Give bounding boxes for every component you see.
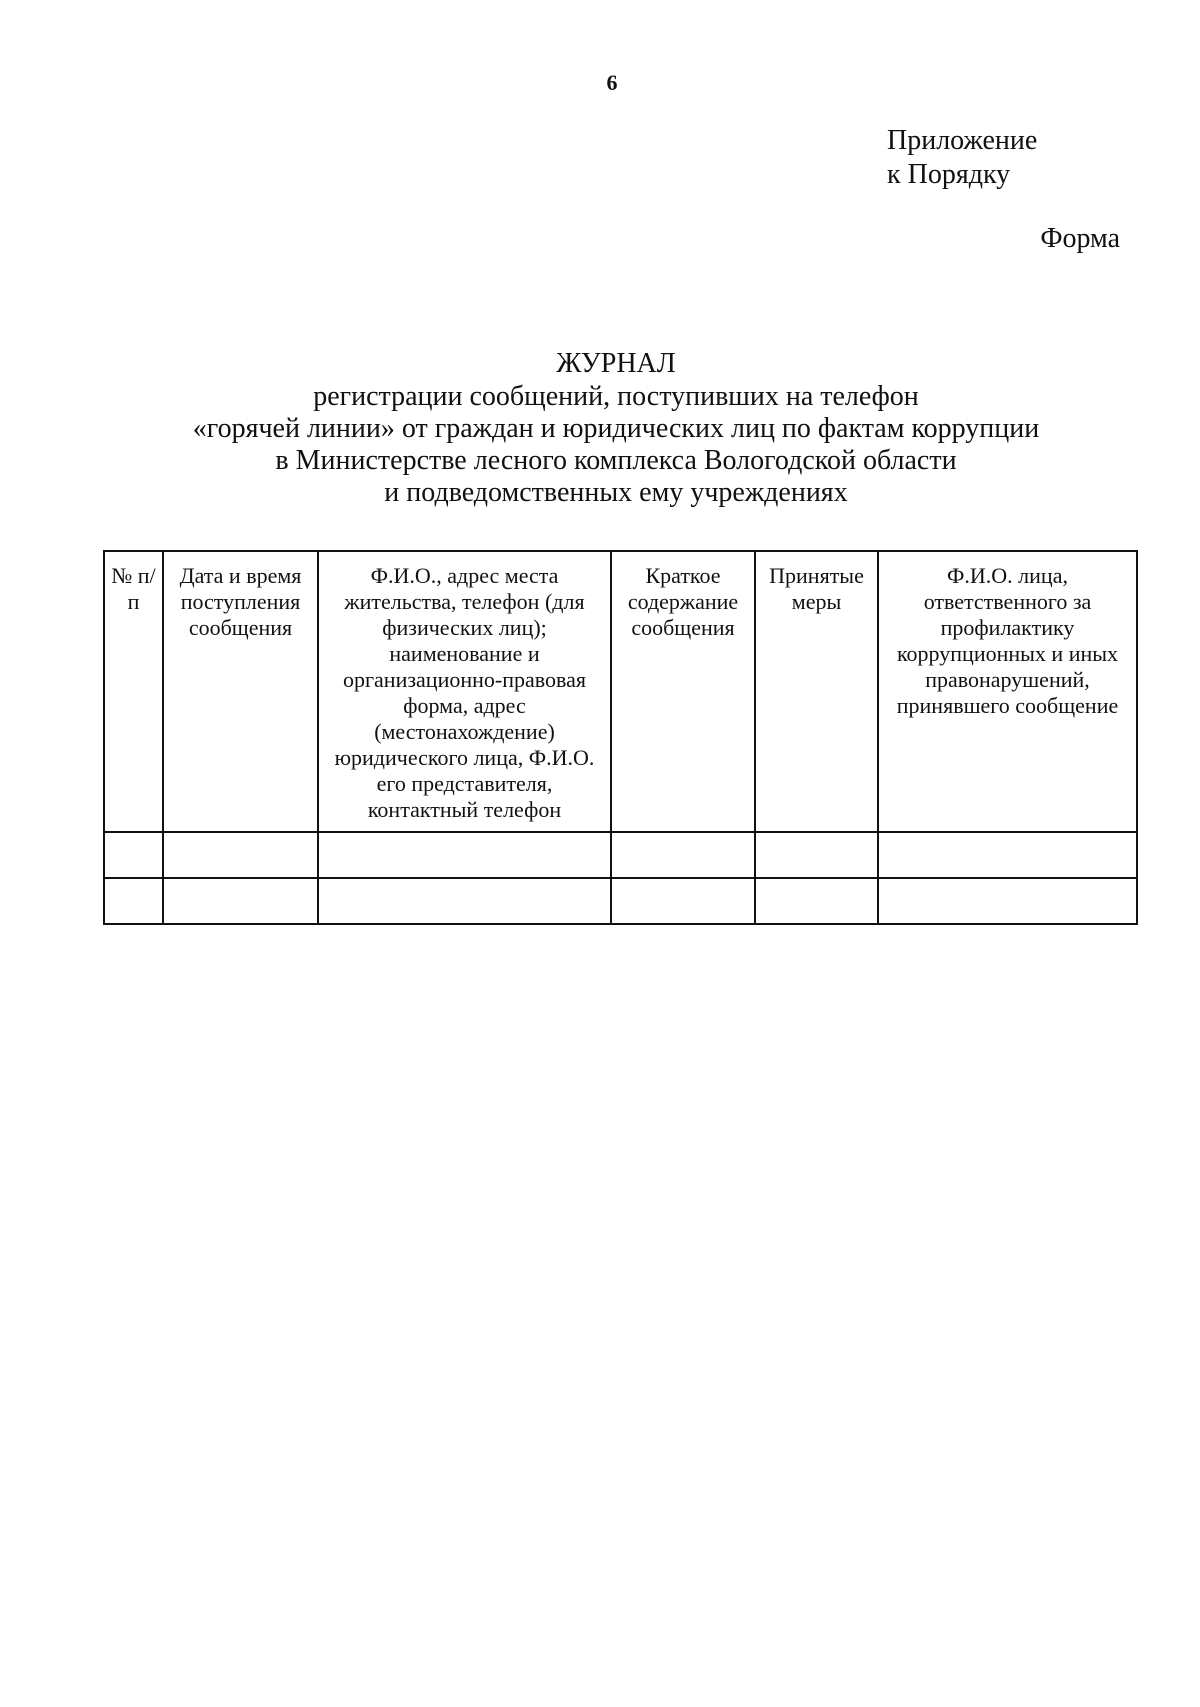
table-cell[interactable] [878,878,1137,924]
table-cell[interactable] [755,832,878,878]
table-header-row [104,551,1137,832]
form-label: Форма [1040,223,1120,254]
title-line-2: «горячей линии» от граждан и юридических лиц по фактам коррупции [192,413,1040,444]
title-line-1: регистрации сообщений, поступивших на телефон [313,381,919,412]
table-cell[interactable] [611,878,755,924]
header-applicant-info: Ф.И.О., адрес места жительства, телефон (для физических лиц); наименование и организационно-правовая форма, адрес (местонахождение) юридического лица, Ф.И.О. его представителя, контактный телефон [318,551,611,832]
table-row [104,832,1137,878]
table-cell[interactable] [611,832,755,878]
table-cell[interactable] [104,832,163,878]
journal-table [103,550,1138,925]
header-date-time: Дата и время поступления сообщения [163,551,318,832]
table-cell[interactable] [755,878,878,924]
table-cell[interactable] [878,832,1137,878]
header-responsible-person: Ф.И.О. лица, ответственного за профилактику коррупционных и иных правонарушений, принявшего сообщение [878,551,1137,832]
appendix-line-1: Приложение [887,125,1038,156]
title-line-4: и подведомственных ему учреждениях [384,477,848,508]
table-row [104,878,1137,924]
table-cell[interactable] [163,878,318,924]
appendix-note [887,124,1037,192]
table-cell[interactable] [318,878,611,924]
header-number: № п/п [104,551,163,832]
table-cell[interactable] [318,832,611,878]
document-title [0,348,1200,509]
page-number: 6 [606,70,618,95]
table-cell[interactable] [163,832,318,878]
table-cell[interactable] [104,878,163,924]
title-main: ЖУРНАЛ [556,348,676,379]
appendix-line-2: к Порядку [887,159,1011,190]
header-measures: Принятые меры [755,551,878,832]
title-line-3: в Министерстве лесного комплекса Вологодской области [275,445,957,476]
header-summary: Краткое содержание сообщения [611,551,755,832]
